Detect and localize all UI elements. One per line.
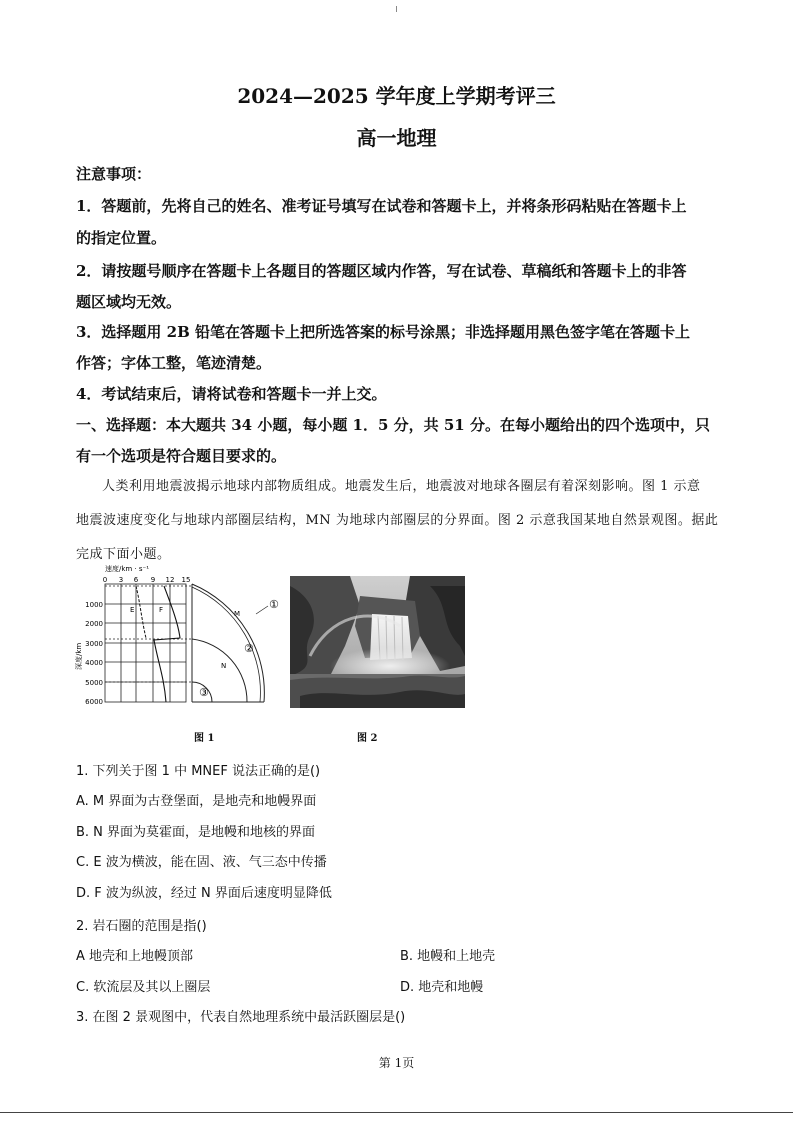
answer-option: D. 地壳和地幔 <box>400 980 484 995</box>
section-instruction: 一、选择题：本大题共 34 小题，每小题 1．5 分，共 51 分。在每小题给出的四个选项中，只 <box>76 416 710 434</box>
answer-option: C. 软流层及其以上圈层 <box>76 980 211 995</box>
boundary-label-m: M <box>234 610 241 618</box>
boundary-label-n: N <box>221 662 227 670</box>
e-wave-curve <box>136 586 146 639</box>
answer-option: A. M 界面为古登堡面，是地壳和地幔界面 <box>76 794 317 809</box>
figure-2-caption: 图 2 <box>357 733 378 744</box>
note-line: 1．答题前，先将自己的姓名、准考证号填写在试卷和答题卡上，并将条形码粘贴在答题卡上 <box>76 197 687 215</box>
x-tick: 0 <box>102 576 108 584</box>
passage-line: 完成下面小题。 <box>76 547 171 562</box>
question-stem: 3. 在图 2 景观图中，代表自然地理系统中最活跃圈层是() <box>76 1010 406 1025</box>
y-tick: 4000 <box>85 659 103 667</box>
y-tick: 3000 <box>85 640 103 648</box>
wave-label-f: F <box>159 606 164 614</box>
note-line: 2．请按题号顺序在答题卡上各题目的答题区域内作答，写在试卷、草稿纸和答题卡上的非答 <box>76 262 687 280</box>
x-tick: 9 <box>150 576 156 584</box>
answer-option: B. 地幔和上地壳 <box>400 949 496 964</box>
circle-label-2: ② <box>244 642 254 655</box>
wave-label-e: E <box>130 606 135 614</box>
note-line: 作答；字体工整，笔迹清楚。 <box>76 354 272 372</box>
question-stem: 1. 下列关于图 1 中 MNEF 说法正确的是() <box>76 764 321 779</box>
passage-line: 地震波速度变化与地球内部圈层结构，MN 为地球内部圈层的分界面。图 2 示意我国某地自然景观图。据此 <box>76 513 719 528</box>
answer-option: B. N 界面为莫霍面，是地幔和地核的界面 <box>76 825 316 840</box>
subject-title: 高一地理 <box>356 126 437 150</box>
passage-line: 人类利用地震波揭示地球内部物质组成。地震发生后，地震波对地球各圈层有着深刻影响。图 1 示意 <box>102 479 701 494</box>
question-stem: 2. 岩石圈的范围是指() <box>76 919 207 934</box>
figure-1-caption: 图 1 <box>194 733 215 744</box>
y-tick: 5000 <box>85 679 103 687</box>
note-line: 4．考试结束后，请将试卷和答题卡一并上交。 <box>76 385 387 403</box>
figure-2-waterfall-photo <box>290 576 465 708</box>
bottom-divider <box>0 1112 793 1113</box>
top-mark <box>396 6 397 12</box>
section-instruction: 有一个选项是符合题目要求的。 <box>76 447 287 465</box>
x-tick: 6 <box>133 576 139 584</box>
x-tick: 15 <box>181 576 191 584</box>
y-tick: 1000 <box>85 601 103 609</box>
leader-line <box>256 606 268 614</box>
note-line: 的指定位置。 <box>76 229 167 247</box>
y-tick: 2000 <box>85 620 103 628</box>
notes-heading: 注意事项： <box>76 165 152 183</box>
exam-title: 2024—2025 学年度上学期考评三 <box>237 84 556 108</box>
chart-grid <box>105 584 186 702</box>
figure-1-seismic-chart <box>72 562 290 712</box>
y-tick: 6000 <box>85 698 103 706</box>
page-number: 第 1页 <box>378 1056 415 1070</box>
depth-axis-label: 深度/km <box>75 642 83 670</box>
x-tick-labels <box>103 576 191 584</box>
note-line: 题区域均无效。 <box>76 293 182 311</box>
answer-option: D. F 波为纵波，经过 N 界面后速度明显降低 <box>76 886 332 901</box>
x-tick: 3 <box>118 576 124 584</box>
note-line: 3．选择题用 2B 铅笔在答题卡上把所选答案的标号涂黑；非选择题用黑色签字笔在答题卡上 <box>76 323 691 341</box>
answer-option: A 地壳和上地幔顶部 <box>76 949 194 964</box>
circle-label-1: ① <box>269 598 279 611</box>
y-tick-labels <box>85 601 103 706</box>
circle-label-3: ③ <box>199 686 209 699</box>
f-wave-curve <box>154 586 180 702</box>
answer-option: C. E 波为横波，能在固、液、气三态中传播 <box>76 855 327 870</box>
speed-axis-label: 速度/km · s⁻¹ <box>105 565 150 573</box>
x-tick: 12 <box>165 576 175 584</box>
